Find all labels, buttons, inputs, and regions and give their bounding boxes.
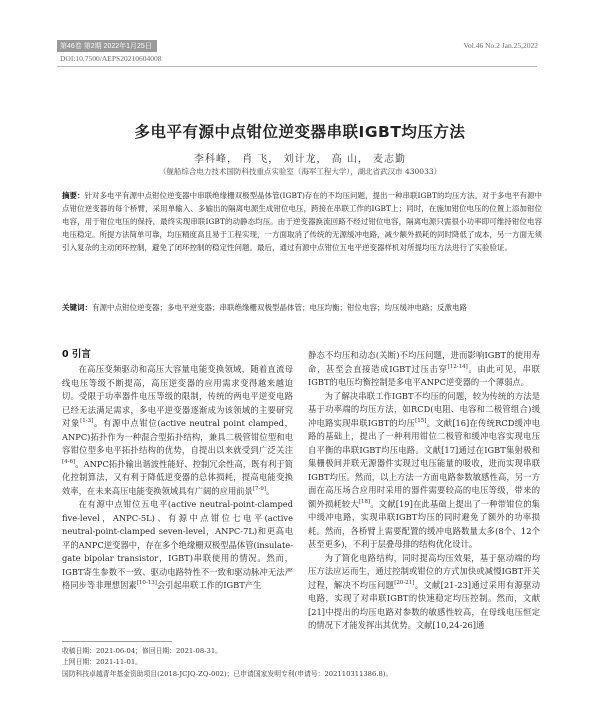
footnote-funding: 国防科技卓越青年基金资助项目(2018-JCJQ-ZQ-002)；已申请国家发明专利(申请号：202110311386.8)。: [62, 669, 393, 678]
journal-issue-info: 第46卷 第2期 2022年1月25日: [60, 43, 152, 50]
footnote-online: 上网日期：2021-11-01。: [62, 658, 142, 667]
header-divider: [57, 66, 537, 67]
keywords-text: 有源中点钳位逆变器；多电平逆变器；串联绝缘栅双极型晶体管；电压均衡；钳位电容；均压缓冲电路；反激电路: [92, 303, 467, 312]
citation[interactable]: [18]: [358, 498, 371, 505]
abstract-label: 摘要：: [62, 191, 85, 200]
paragraph: 在高压变频驱动和高压大容量电能变换领域，随着直流母线电压等级不断提高，高压逆变器的应用需求变得越来越迫切。受限于功率器件电压等级的限制，传统的两电平逆变电路已经无法满足需求，多电平逆变器逐渐成为该领域的主要研究对象[1-3]。有源中点钳位(active neutral point clamped，ANPC)拓扑作为一种混合型拓扑结构，兼具二极管钳位型和电容钳位型多电平拓扑结构的优势，自提出以来就受到广泛关注[4-6]。ANPC拓扑输出谐波性能好、控制冗余性高，既有利于简化控制算法，又有利于降低逆变器的总体损耗，提高电能变换效率，在未来高压电能变换领域具有广阔的应用前景[7-9]。: [62, 364, 293, 496]
abstract: [62, 190, 542, 255]
paragraph: 在有源中点钳位五电平(active neutral-point-clamped five-level，ANPC-5L)、有源中点钳位七电平(active neutral-point-clamped seven-level，ANPC-7L)和更高电平的ANPC逆变器中，存在多个绝缘栅双极型晶体管(insulate-gate bipolar transistor，IGBT)串联使用的情况。然而，IGBT寄生参数不一致、驱动电路特性不一致和驱动脉冲无法严格同步等非理想因素[10-13]会引起串联工作的IGBT产生: [62, 499, 293, 590]
paragraph: 为了解决串联工作IGBT不均压的问题，较为传统的方法是基于功率端的均压方法，如RCD(电阻、电容和二极管组合)缓冲电路实现串联IGBT的均压[15]。文献[16]在传统RCD缓冲电路的基础上，提出了一种利用钳位二极管和缓冲电容实现电压自平衡的串联IGBT均压电路。文献[17]通过在IGBT集射极和集栅极间并联无源器件实现过电压能量的吸收，进而实现串联IGBT均压。然而，以上方法一方面电路参数敏感性高，另一方面在高压场合应用时采用的器件需要较高的电压等级，带来的额外损耗较大[18]。文献[19]在此基础上提出了一种带钳位的集中缓冲电路，实现串联IGBT均压的同时避免了额外的功率损耗。然而，各桥臂上需要配置的缓冲电路数量太多(8个、12个甚至更多)，不利于层叠母排的结构优化设计。: [308, 390, 540, 549]
citation[interactable]: [7-9]: [252, 485, 266, 492]
section-heading-introduction: 0 引言: [62, 349, 91, 360]
journal-issue-info-en: Vol.46 No.2 Jan.25,2022: [463, 41, 538, 50]
author-affiliation: （舰船综合电力技术国防科技重点实验室（海军工程大学），湖北省武汉市 430033）: [158, 167, 442, 176]
doi[interactable]: DOI:10.7500/AEPS20210604008: [60, 54, 162, 63]
citation[interactable]: [10-13]: [136, 580, 157, 587]
footnote-divider: [62, 641, 172, 642]
abstract-text: 针对多电平有源中点钳位逆变器中串联绝缘栅双极型晶体管(IGBT)存在的不均压问题，提出一种串联IGBT的均压方法。对于多电平有源中点钳位逆变器的每个桥臂，采用单输入、多输出的隔离电源生成钳位电压，跨接在串联工作的IGBT上；同时，在施加钳位电压的位置上添加钳位电容，用于钳位电压的保持，最终实现串联IGBT的动静态均压。由于逆变器换流回路不经过钳位电容，隔离电源只需很小功率即可维持钳位电容电压稳定。所提方法简单可靠，均压精度高且易于工程实现，一方面取消了传统的无源缓冲电路，减少额外损耗的同时降低了成本，另一方面无须引入复杂的主动闭环控制，避免了闭环控制的稳定性问题。最后，通过有源中点钳位五电平逆变器样机对所提均压方法进行了实验验证。: [62, 191, 542, 252]
citation[interactable]: [20-21]: [394, 579, 415, 586]
citation[interactable]: [4-6]: [62, 458, 76, 465]
paragraph: 为了简化电路结构，同时提高均压效果，基于驱动端的均压方法应运而生，通过控制或钳位的方式加快或减慢IGBT开关过程，解决不均压问题[20-21]。文献[21-23]通过采用有源驱动电路，实现了对串联IGBT的快速稳定均压控制。然而，文献[21]中提出的均压电路对参数的敏感性较高，在母线电压恒定的情况下才能发挥出其优势。文献[10,24-26]通: [308, 552, 540, 630]
citation[interactable]: [12-14]: [447, 363, 468, 370]
keywords: [62, 302, 542, 315]
citation[interactable]: [1-3]: [80, 418, 94, 425]
paragraph: 静态不均压和动态(关断)不均压问题，进而影响IGBT的使用寿命，甚至会直接造成IGBT过压击穿[12-14]。由此可见，串联IGBT的电压均衡控制是多电平ANPC逆变器的一个薄弱点。: [308, 350, 540, 387]
body-column-right: [308, 349, 540, 633]
footnote-received: 收稿日期：2021-06-04；修回日期：2021-08-31。: [62, 647, 222, 655]
body-column-left: [62, 363, 293, 593]
paper-title: 多电平有源中点钳位逆变器串联IGBT均压方法: [134, 123, 466, 141]
keywords-label: 关键词：: [62, 303, 92, 312]
citation[interactable]: [15]: [415, 417, 427, 424]
footnotes: [62, 646, 393, 680]
author-list: 李科峰， 肖 飞， 刘计龙， 高 山， 麦志勤: [193, 154, 407, 165]
